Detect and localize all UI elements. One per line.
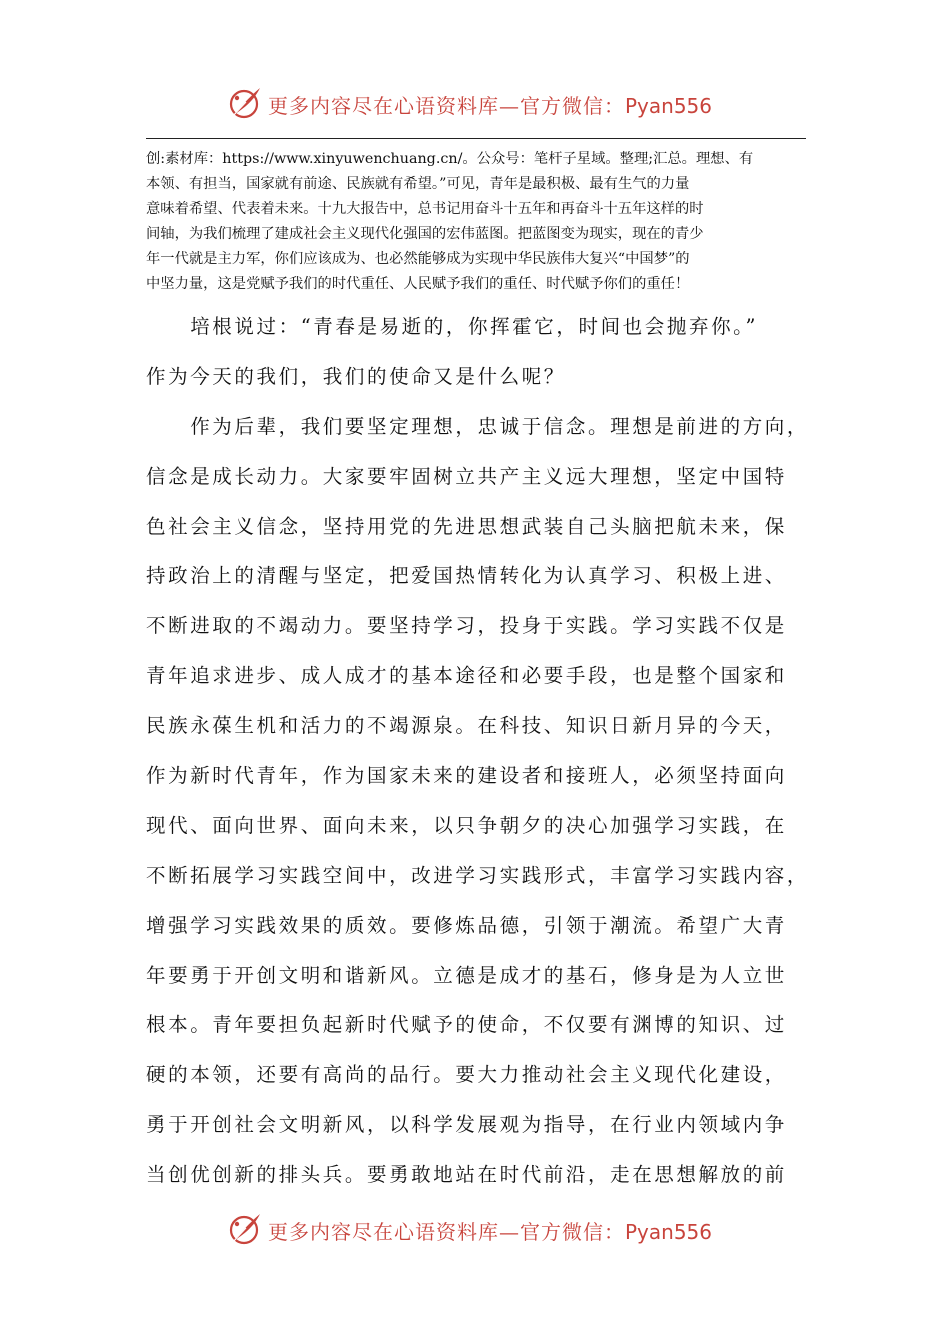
body-line: 作为新时代青年，作为国家未来的建设者和接班人，必须坚持面向	[146, 764, 787, 788]
footer-banner-text	[268, 1216, 712, 1245]
footer-banner-handle: Pyan556	[625, 1220, 713, 1244]
header-banner-text	[268, 90, 712, 119]
quill-pen-circle-icon	[226, 1210, 264, 1248]
body-line: 硬的本领，还要有高尚的品行。要大力推动社会主义现代化建设，	[146, 1063, 787, 1087]
header-banner	[0, 82, 950, 126]
header-banner-label: 更多内容尽在心语资料库—官方微信：	[268, 94, 625, 118]
intro-line: 意味着希望、代表着未来。十九大报告中，总书记用奋斗十五年和再奋斗十五年这样的时	[146, 201, 704, 217]
intro-line: 年一代就是主力军，你们应该成为、也必然能够成为实现中华民族伟大复兴“中国梦”的	[146, 251, 690, 267]
body-line: 作为今天的我们，我们的使命又是什么呢？	[146, 364, 566, 388]
body-line: 青年追求进步、成人成才的基本途径和必要手段，也是整个国家和	[146, 664, 787, 688]
body-line: 不断进取的不竭动力。要坚持学习，投身于实践。学习实践不仅是	[146, 614, 787, 638]
intro-line: 本领、有担当，国家就有前途、民族就有希望。”可见，青年是最积极、最有生气的力量	[146, 176, 690, 192]
footer-banner-label: 更多内容尽在心语资料库—官方微信：	[268, 1220, 625, 1244]
body-text	[146, 302, 816, 1200]
intro-line: 中坚力量，这是党赋予我们的时代重任、人民赋予我们的重任、时代赋予你们的重任！	[146, 276, 690, 292]
body-line: 年要勇于开创文明和谐新风。立德是成才的基石，修身是为人立世	[146, 963, 787, 987]
intro-line: 创:素材库：https://www.xinyuwenchuang.cn/。公众号：笔杆子星域。整理;汇总。理想、有	[146, 151, 754, 167]
body-line: 信念是成长动力。大家要牢固树立共产主义远大理想，坚定中国特	[146, 464, 787, 488]
body-line: 当创优创新的排头兵。要勇敢地站在时代前沿，走在思想解放的前	[146, 1163, 787, 1187]
body-line: 勇于开创社会文明新风，以科学发展观为指导，在行业内领域内争	[146, 1113, 787, 1137]
footer-banner	[0, 1208, 950, 1252]
quill-pen-circle-icon	[226, 84, 264, 122]
intro-line: 间轴，为我们梳理了建成社会主义现代化强国的宏伟蓝图。把蓝图变为现实，现在的青少	[146, 226, 704, 242]
body-line: 色社会主义信念，坚持用党的先进思想武装自己头脑把航未来，保	[146, 514, 787, 538]
body-line: 民族永葆生机和活力的不竭源泉。在科技、知识日新月异的今天，	[146, 714, 787, 738]
body-line: 现代、面向世界、面向未来，以只争朝夕的决心加强学习实践，在	[146, 813, 787, 837]
header-banner-handle: Pyan556	[625, 94, 713, 118]
body-line: 根本。青年要担负起新时代赋予的使命，不仅要有渊博的知识、过	[146, 1013, 787, 1037]
body-line: 作为后辈，我们要坚定理想，忠诚于信念。理想是前进的方向，	[146, 414, 810, 438]
header-divider	[146, 138, 806, 139]
body-line: 持政治上的清醒与坚定，把爱国热情转化为认真学习、积极上进、	[146, 564, 787, 588]
body-line: 增强学习实践效果的质效。要修炼品德，引领于潮流。希望广大青	[146, 913, 787, 937]
intro-paragraph	[146, 147, 808, 297]
body-line: 培根说过：“青春是易逝的，你挥霍它，时间也会抛弃你。”	[146, 315, 759, 338]
body-line: 不断拓展学习实践空间中，改进学习实践形式，丰富学习实践内容，	[146, 863, 810, 887]
